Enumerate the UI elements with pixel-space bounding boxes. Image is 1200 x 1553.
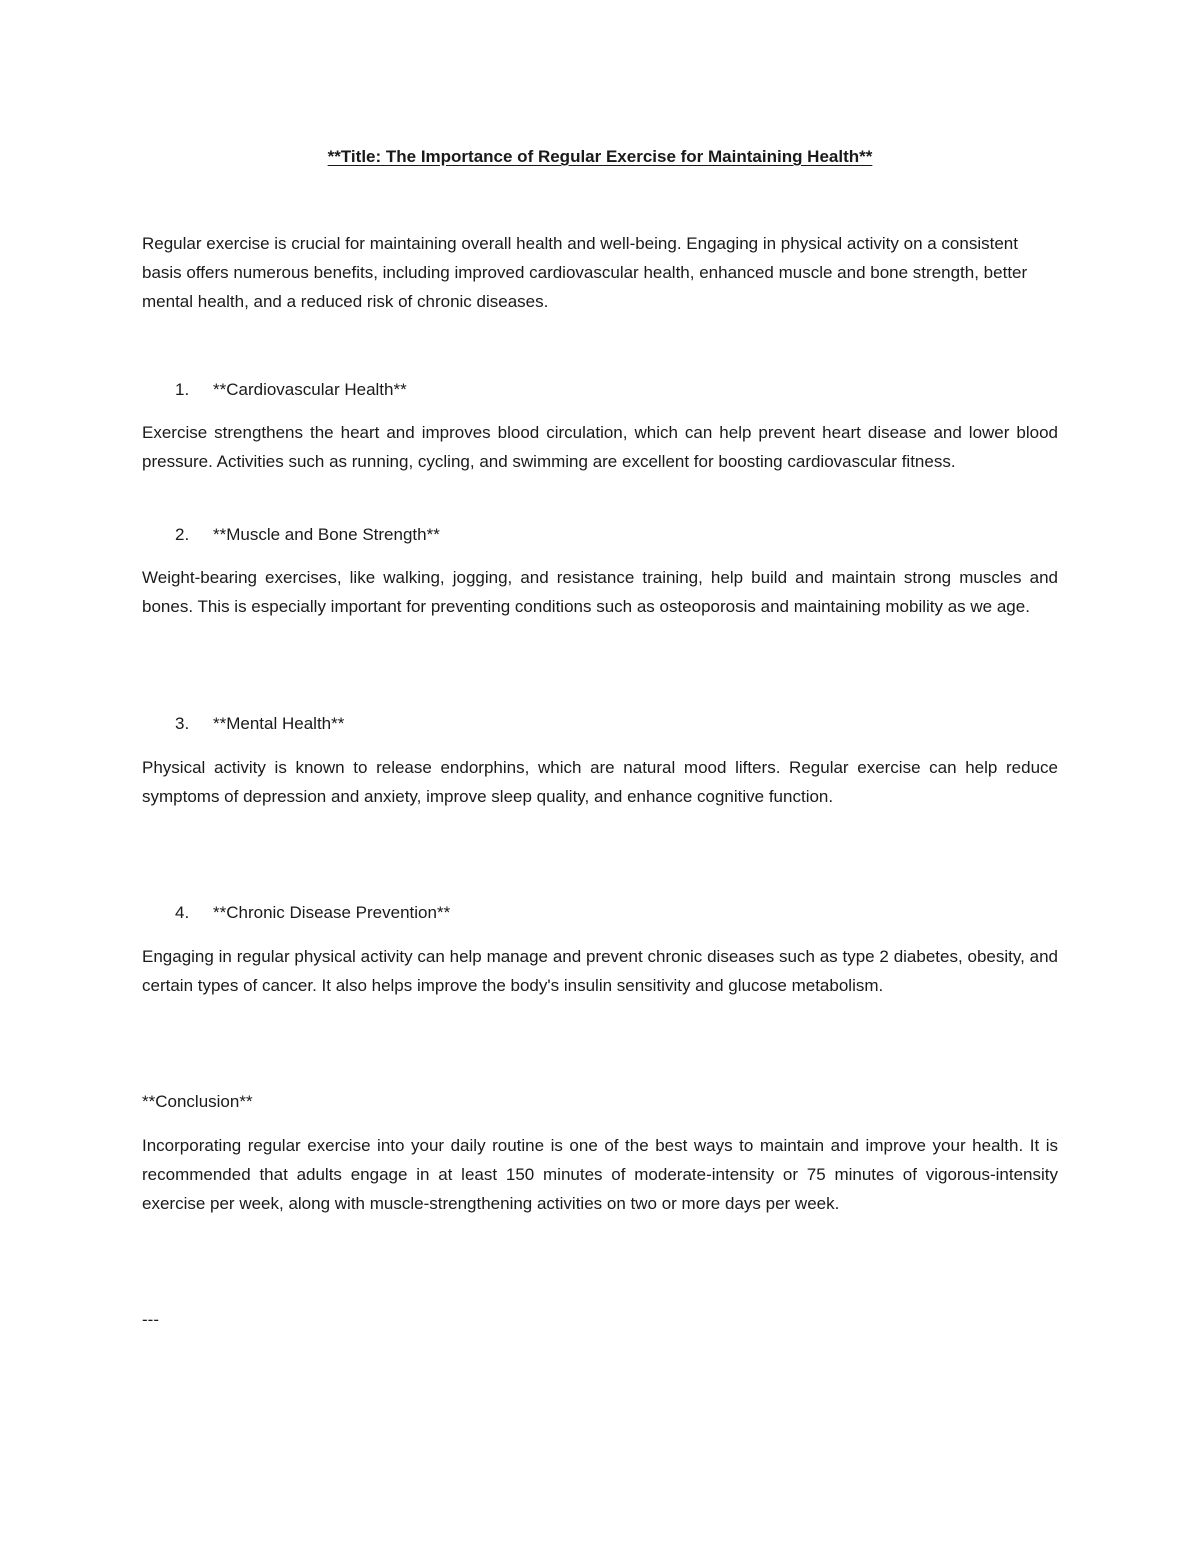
document-title: **Title: The Importance of Regular Exercise for Maintaining Health** — [327, 147, 873, 166]
section-heading-1 — [175, 375, 407, 404]
conclusion-body: Incorporating regular exercise into your daily routine is one of the best ways to maintain and improve your health. It is recommended that adults engage in at least 150 minutes of moderate-intensity or 75 minutes of vigorous-intensity exercise per week, along with muscle-strengthening activities on two or more days per week. — [142, 1136, 1058, 1213]
section-title-4: **Chronic Disease Prevention** — [213, 903, 451, 922]
section-number-2: 2. — [175, 525, 190, 544]
section-number-4: 4. — [175, 903, 190, 922]
section-heading-2 — [175, 520, 440, 549]
section-body-4: Engaging in regular physical activity can help manage and prevent chronic diseases such as type 2 diabetes, obesity, and certain types of cancer. It also helps improve the body's insulin sensitivity and glucose metabolism. — [142, 947, 1058, 995]
section-title-2: **Muscle and Bone Strength** — [213, 525, 440, 544]
section-body-2: Weight-bearing exercises, like walking, jogging, and resistance training, help build and maintain strong muscles and bones. This is especially important for preventing conditions such as osteoporosis and maintaining mobility as we age. — [142, 568, 1058, 616]
conclusion-heading: **Conclusion** — [142, 1092, 253, 1111]
section-heading-4 — [175, 898, 450, 927]
section-body-3: Physical activity is known to release endorphins, which are natural mood lifters. Regular exercise can help reduce symptoms of depression and anxiety, improve sleep quality, and enhance cognitive function. — [142, 758, 1058, 806]
section-title-1: **Cardiovascular Health** — [213, 380, 407, 399]
section-number-1: 1. — [175, 380, 190, 399]
separator: --- — [142, 1310, 159, 1329]
section-title-3: **Mental Health** — [213, 714, 345, 733]
section-number-3: 3. — [175, 714, 190, 733]
section-body-1: Exercise strengthens the heart and improves blood circulation, which can help prevent heart disease and lower blood pressure. Activities such as running, cycling, and swimming are excellent for boosting cardiovascular fitness. — [142, 423, 1058, 471]
intro-paragraph: Regular exercise is crucial for maintaining overall health and well-being. Engaging in physical activity on a consistent basis offers numerous benefits, including improved cardiovascular health, enhanced muscle and bone strength, better mental health, and a reduced risk of chronic diseases. — [142, 234, 1028, 311]
section-heading-3 — [175, 709, 344, 738]
